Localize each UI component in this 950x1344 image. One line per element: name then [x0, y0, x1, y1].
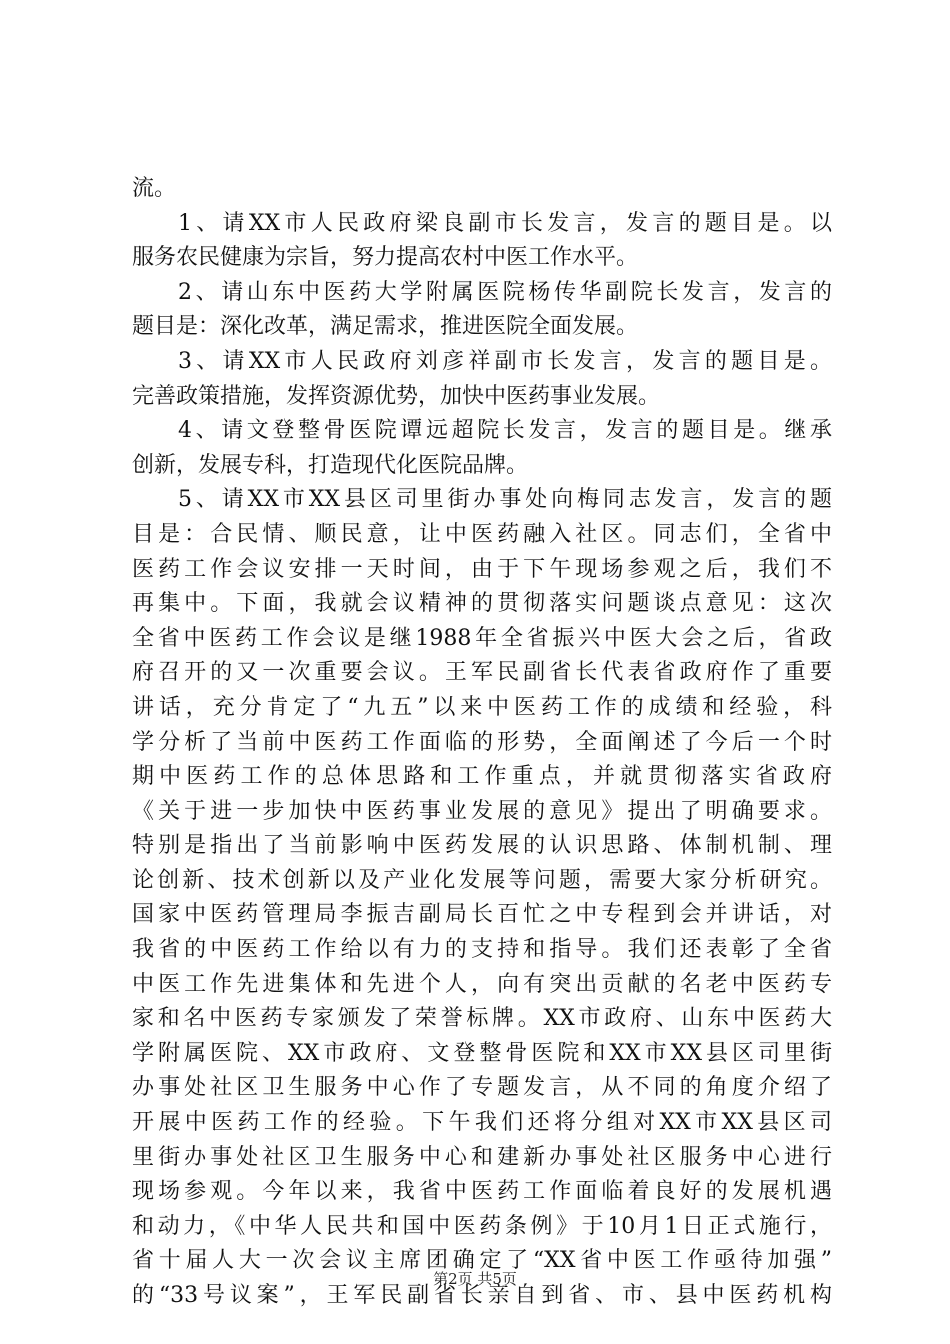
text-line: 我省的中医药工作给以有力的支持和指导。我们还表彰了全省	[132, 937, 832, 963]
text-line: 服务农民健康为宗旨，努力提高农村中医工作水平。	[132, 245, 639, 271]
text-line: 3、请XX市人民政府刘彦祥副市长发言，发言的题目是。	[178, 348, 832, 374]
text-line: 学分析了当前中医药工作面临的形势，全面阐述了今后一个时	[132, 729, 832, 755]
text-line: 中医工作先进集体和先进个人，向有突出贡献的名老中医药专	[132, 971, 832, 997]
text-line: 4、请文登整骨医院谭远超院长发言，发言的题目是。继承	[178, 418, 832, 444]
text-line: 特别是指出了当前影响中医药发展的认识思路、体制机制、理	[132, 833, 832, 859]
text-line: 题目是：深化改革，满足需求，推进医院全面发展。	[132, 314, 639, 340]
text-line: 完善政策措施，发挥资源优势，加快中医药事业发展。	[132, 383, 661, 409]
text-line: 省十届人大一次会议主席团确定了“XX省中医工作亟待加强”	[132, 1248, 832, 1274]
text-line: 1、请XX市人民政府梁良副市长发言，发言的题目是。以	[178, 210, 832, 236]
page-footer	[0, 1268, 950, 1289]
text-line: 学附属医院、XX市政府、文登整骨医院和XX市XX县区司里街	[132, 1040, 832, 1066]
document-body	[132, 172, 832, 1314]
text-line: 府召开的又一次重要会议。王军民副省长代表省政府作了重要	[132, 660, 832, 686]
text-line: 创新，发展专科，打造现代化医院品牌。	[132, 452, 529, 478]
text-line: 论创新、技术创新以及产业化发展等问题，需要大家分析研究。	[132, 867, 832, 893]
text-line: 开展中医药工作的经验。下午我们还将分组对XX市XX县区司	[132, 1110, 832, 1136]
text-line: 期中医药工作的总体思路和工作重点，并就贯彻落实省政府	[132, 764, 832, 790]
text-line: 国家中医药管理局李振吉副局长百忙之中专程到会并讲话，对	[132, 902, 832, 928]
text-line: 2、请山东中医药大学附属医院杨传华副院长发言，发言的	[178, 279, 832, 305]
text-line: 全省中医药工作会议是继1988年全省振兴中医大会之后，省政	[132, 625, 832, 651]
page-number-label: 第2页 共5页	[433, 1270, 517, 1288]
text-line: 再集中。下面，我就会议精神的贯彻落实问题谈点意见：这次	[132, 591, 832, 617]
text-line: 办事处社区卫生服务中心作了专题发言，从不同的角度介绍了	[132, 1075, 832, 1101]
text-line: 的“33号议案”，王军民副省长亲自到省、市、县中医药机构	[132, 1283, 832, 1308]
text-line: 医药工作会议安排一天时间，由于下午现场参观之后，我们不	[132, 556, 832, 582]
text-line: 5、请XX市XX县区司里街办事处向梅同志发言，发言的题	[178, 487, 832, 513]
text-line: 现场参观。今年以来，我省中医药工作面临着良好的发展机遇	[132, 1179, 832, 1205]
text-line: 家和名中医药专家颁发了荣誉标牌。XX市政府、山东中医药大	[132, 1006, 832, 1032]
text-line: 里街办事处社区卫生服务中心和建新办事处社区服务中心进行	[132, 1144, 832, 1170]
text-line: 《关于进一步加快中医药事业发展的意见》提出了明确要求。	[132, 798, 832, 824]
text-line: 目是：合民情、顺民意，让中医药融入社区。同志们，全省中	[132, 521, 832, 547]
text-line: 讲话，充分肯定了“九五”以来中医药工作的成绩和经验，科	[132, 694, 832, 720]
text-line: 和动力，《中华人民共和国中医药条例》于10月1日正式施行，	[132, 1213, 832, 1239]
text-line: 流。	[132, 176, 177, 201]
